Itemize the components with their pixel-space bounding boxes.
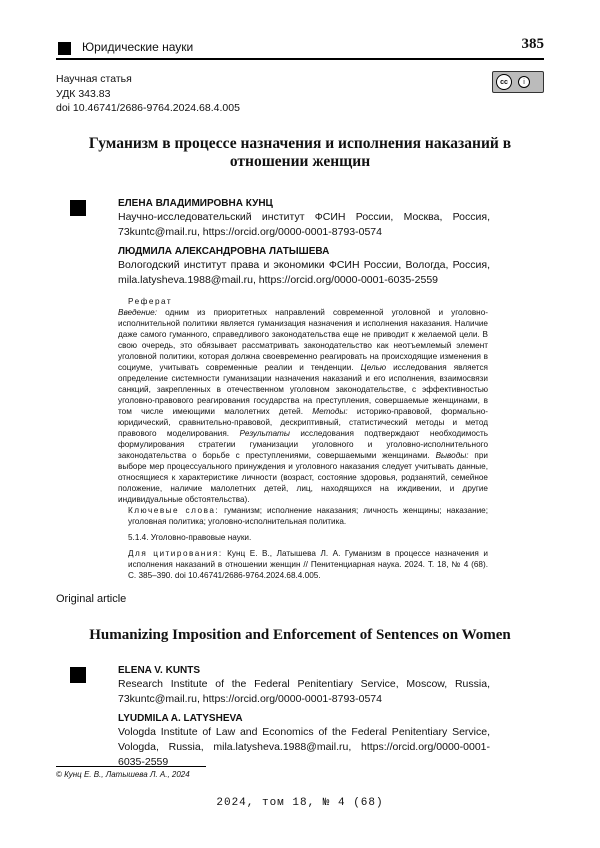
doi[interactable]: doi 10.46741/2686-9764.2024.68.4.005 xyxy=(56,102,240,114)
cc-license-badge[interactable] xyxy=(492,71,544,93)
citation xyxy=(118,548,488,581)
citation-label: Для цитирования: xyxy=(128,549,223,558)
abstract xyxy=(118,296,488,581)
author-affiliation: Вологодский институт права и экономики ФСИН России, Вологда, Россия, mila.latysheva.1988@mail.ru, https://orcid.org/0000-0001-6035-2559 xyxy=(118,259,490,286)
conclusions-text: при выборе мер процессуального принуждения и уголовного наказания следует учитывать данные, относящиеся к характеристике личности (возраст, состояние здоровья, родзанятий, семейное положение, наличие малолетних детей, лиц, находящихся на иждивении, и другие индивидуальные обстоятельства). xyxy=(118,451,488,504)
intro-text: одним из приоритетных направлений современной уголовной и уголовно-исполнительной политики является гуманизация назначения и исполнения наказания. Наличие даже самого гуманного, справедливого законодательства еще не приводит к желаемой цели. В свою очередь, это обязывает рассматривать законодательство как неотъемлемый элемент уголовной политики, которая должна своевременно реагировать на происходящие изменения в социуме, учитывать современные реалии и тенденции. xyxy=(118,308,488,372)
page-number: 385 xyxy=(521,36,544,52)
abstract-body xyxy=(118,307,488,505)
results-text: исследования подтверждают необходимость формулирования стратегии гуманизации уголовного и уголовно-исполнительного законодательства о борьбе с преступлениями, совершаемыми женщинами. xyxy=(118,429,488,460)
keywords-label: Ключевые слова: xyxy=(128,506,220,515)
footnote-rule xyxy=(56,766,206,767)
header-rule xyxy=(56,58,544,60)
author-name: ELENA V. KUNTS xyxy=(118,665,201,676)
article-type: Научная статья xyxy=(56,73,132,85)
by-person-icon: i xyxy=(518,76,530,88)
citation-text: Кунц Е. В., Латышева Л. А. Гуманизм в процессе назначения и исполнения наказаний в отношении женщин // Пенитенциарная наука. 2024. Т. 18, № 4 (68). С. 385–390. doi 10.46741/2686-9764.2024.68.4.005. xyxy=(128,549,488,580)
results-label: Результаты xyxy=(239,429,290,438)
journal-section: Юридические науки xyxy=(82,40,194,54)
conclusions-label: Выводы: xyxy=(435,451,469,460)
author-marker xyxy=(70,667,86,683)
article-title-ru: Гуманизм в процессе назначения и исполнения наказаний в отношении женщин xyxy=(88,135,512,170)
methods-label: Методы: xyxy=(312,407,348,416)
subject-code: 5.1.4. Уголовно-правовые науки. xyxy=(128,533,252,542)
cc-icon: cc xyxy=(496,74,512,90)
abstract-heading: Реферат xyxy=(128,297,173,306)
author-name: ЛЮДМИЛА АЛЕКСАНДРОВНА ЛАТЫШЕВА xyxy=(118,246,330,257)
author-affiliation: Research Institute of the Federal Penitentiary Service, Moscow, Russia, 73kuntc@mail.ru, https://orcid.org/0000-0001-8793-0574 xyxy=(118,678,490,705)
methods-text: историко-правовой, формально-юридический, сравнительно-правовой, дескриптивный, статистический методы и метод правового моделирования. xyxy=(118,407,488,438)
author-name: ЕЛЕНА ВЛАДИМИРОВНА КУНЦ xyxy=(118,198,273,209)
copyright: © Кунц Е. В., Латышева Л. А., 2024 xyxy=(56,770,190,779)
header-marker xyxy=(58,42,71,55)
author-affiliation: Vologda Institute of Law and Economics of the Federal Penitentiary Service, Vologda, Russia, mila.latysheva.1988@mail.ru, https://orcid.org/0000-0001-6035-2559 xyxy=(118,726,490,768)
udk: УДК 343.83 xyxy=(56,87,111,100)
author-marker xyxy=(70,200,86,216)
issue-footer: 2024, том 18, № 4 (68) xyxy=(216,797,384,809)
article-title-en: Humanizing Imposition and Enforcement of Sentences on Women xyxy=(89,627,511,643)
author-name: LYUDMILA A. LATYSHEVA xyxy=(118,713,243,724)
keywords-text: гуманизм; исполнение наказания; личность женщины; наказание; уголовная политика; уголовно-исполнительная политика. xyxy=(128,506,488,526)
goal-text: исследования является определение системности гуманизации назначения наказаний и его исполнения, взаимосвязи санкций, закрепленных в отечественном уголовном законодательстве, с эффективностью уголовно-правового реагирования государства на преступления, совершаемые женщинами, в том числе имеющими малолетних детей. xyxy=(118,363,488,416)
keywords xyxy=(118,505,488,527)
author-affiliation: Научно-исследовательский институт ФСИН России, Москва, Россия, 73kuntc@mail.ru, https://orcid.org/0000-0001-8793-0574 xyxy=(118,211,490,238)
goal-label: Целью xyxy=(360,363,387,372)
intro-label: Введение: xyxy=(118,308,157,317)
article-meta xyxy=(56,72,240,116)
original-article-label: Original article xyxy=(56,593,127,605)
